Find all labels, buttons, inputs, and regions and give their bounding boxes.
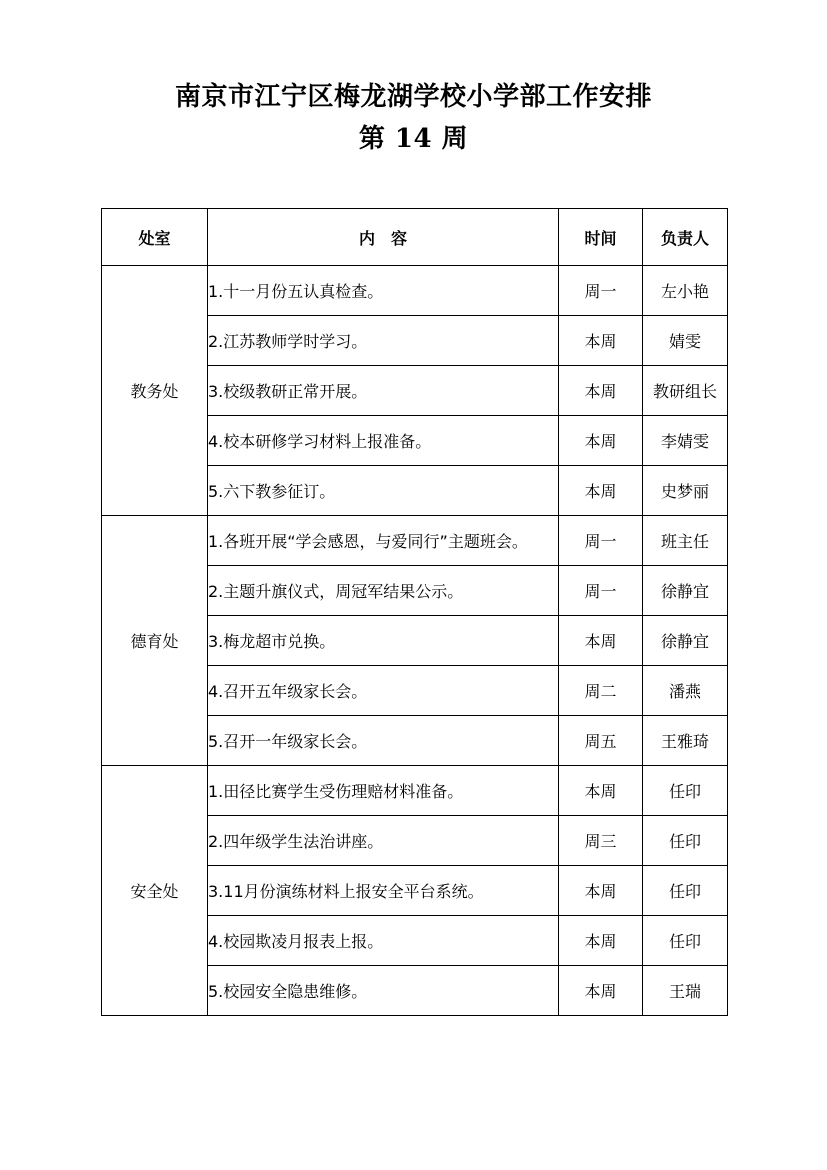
task-owner: 王瑞	[643, 966, 728, 1016]
task-time: 本周	[559, 766, 643, 816]
task-content: 1.田径比赛学生受伤理赔材料准备。	[208, 766, 559, 816]
header-dept: 处室	[102, 209, 208, 266]
task-time: 本周	[559, 616, 643, 666]
task-content: 1.各班开展“学会感恩，与爱同行”主题班会。	[208, 516, 559, 566]
task-content: 2.四年级学生法治讲座。	[208, 816, 559, 866]
task-time: 周二	[559, 666, 643, 716]
header-row	[102, 209, 728, 266]
task-owner: 潘燕	[643, 666, 728, 716]
task-time: 周一	[559, 516, 643, 566]
header-time: 时间	[559, 209, 643, 266]
dept-cell-moral: 德育处	[102, 516, 208, 766]
task-content: 4.校园欺凌月报表上报。	[208, 916, 559, 966]
task-content: 3.11月份演练材料上报安全平台系统。	[208, 866, 559, 916]
task-content: 2.主题升旗仪式，周冠军结果公示。	[208, 566, 559, 616]
task-owner: 史梦丽	[643, 466, 728, 516]
dept-cell-safety: 安全处	[102, 766, 208, 1016]
task-owner: 任印	[643, 866, 728, 916]
task-owner: 王雅琦	[643, 716, 728, 766]
table-row	[102, 266, 728, 316]
work-schedule-table	[101, 208, 728, 1016]
task-owner: 婧雯	[643, 316, 728, 366]
task-time: 本周	[559, 916, 643, 966]
task-content: 2.江苏教师学时学习。	[208, 316, 559, 366]
task-owner: 李婧雯	[643, 416, 728, 466]
task-time: 周一	[559, 566, 643, 616]
task-owner: 左小艳	[643, 266, 728, 316]
task-time: 周一	[559, 266, 643, 316]
header-owner: 负责人	[643, 209, 728, 266]
task-time: 本周	[559, 466, 643, 516]
task-time: 本周	[559, 316, 643, 366]
task-time: 周五	[559, 716, 643, 766]
task-content: 3.梅龙超市兑换。	[208, 616, 559, 666]
task-owner: 班主任	[643, 516, 728, 566]
task-owner: 徐静宜	[643, 616, 728, 666]
task-content: 5.召开一年级家长会。	[208, 716, 559, 766]
task-time: 周三	[559, 816, 643, 866]
task-content: 1.十一月份五认真检查。	[208, 266, 559, 316]
task-owner: 教研组长	[643, 366, 728, 416]
task-owner: 任印	[643, 916, 728, 966]
task-owner: 任印	[643, 816, 728, 866]
task-time: 本周	[559, 416, 643, 466]
document-title: 南京市江宁区梅龙湖学校小学部工作安排	[174, 82, 652, 112]
task-owner: 任印	[643, 766, 728, 816]
task-content: 5.六下教参征订。	[208, 466, 559, 516]
week-number: 第 14 周	[358, 124, 469, 154]
task-content: 4.召开五年级家长会。	[208, 666, 559, 716]
task-content: 5.校园安全隐患维修。	[208, 966, 559, 1016]
table-row	[102, 766, 728, 816]
task-content: 3.校级教研正常开展。	[208, 366, 559, 416]
header-content: 内 容	[208, 209, 559, 266]
task-time: 本周	[559, 966, 643, 1016]
task-time: 本周	[559, 866, 643, 916]
table-row	[102, 516, 728, 566]
task-time: 本周	[559, 366, 643, 416]
task-owner: 徐静宜	[643, 566, 728, 616]
task-content: 4.校本研修学习材料上报准备。	[208, 416, 559, 466]
dept-cell-academic: 教务处	[102, 266, 208, 516]
